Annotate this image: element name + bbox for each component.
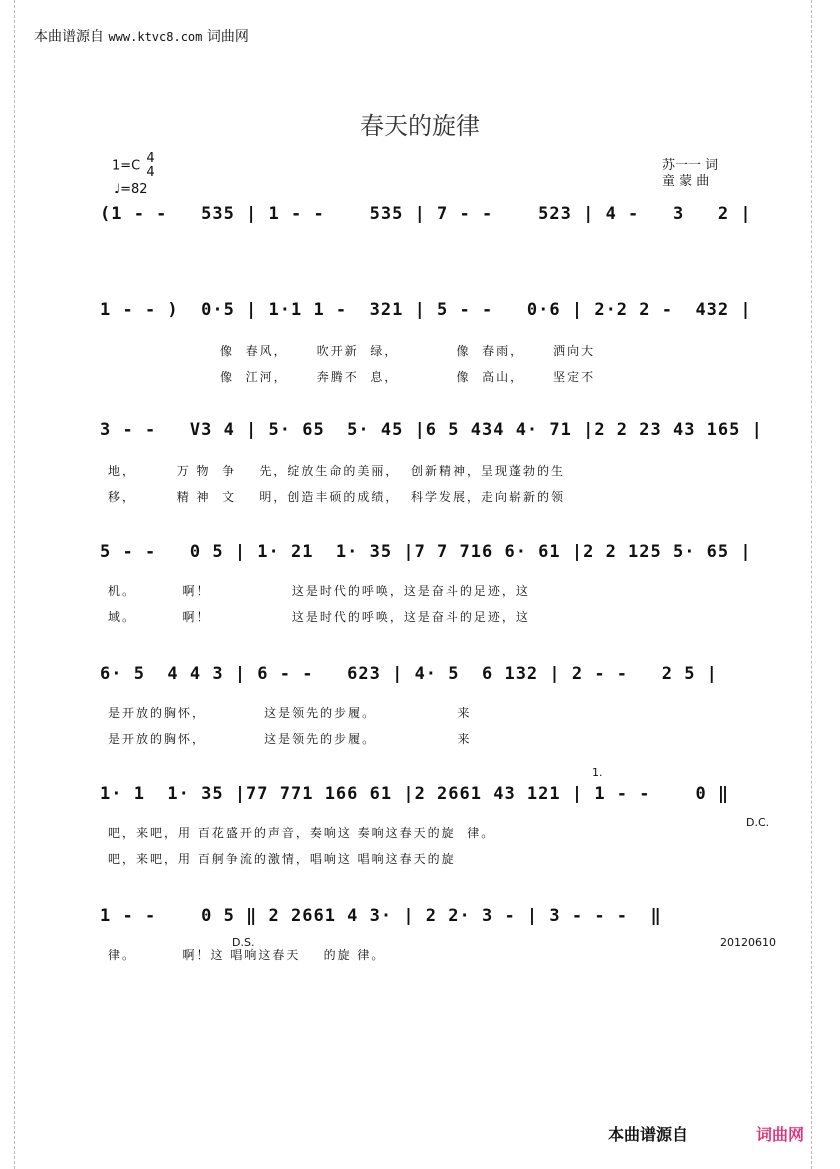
left-watermark-strip xyxy=(14,0,29,1169)
lyrics-verse1-row-3: 地， 万 物 争 先，绽放生命的美丽， 创新精神，呈现蓬勃的生 xyxy=(108,464,566,478)
lyrics-verse1-row-6: 吧，来吧，用 百花盛开的声音，奏响这 奏响这春天的旋 律。 xyxy=(108,826,496,840)
right-watermark-strip xyxy=(811,0,826,1169)
source-line xyxy=(34,26,249,46)
source-site: 词曲网 xyxy=(206,29,249,45)
ds-mark: D.S. xyxy=(232,936,255,949)
key-signature: 1=C 4 4 xyxy=(112,151,155,180)
lyrics-verse2-row-5: 是开放的胸怀， 这是领先的步履。 来 xyxy=(108,732,472,746)
staff-row-3 xyxy=(100,420,770,504)
lyrics-verse2-row-3: 移， 精 神 文 明，创造丰硕的成绩， 科学发展，走向崭新的领 xyxy=(108,490,566,504)
notes-row-7: 1 - - 0 5 ‖ 2 2661 4 3· | 2 2· 3 - | 3 - - - ‖ xyxy=(100,906,662,926)
dc-mark: D.C. xyxy=(746,816,770,829)
composer: 童 蒙 曲 xyxy=(662,174,710,189)
source-url[interactable]: www.ktvc8.com xyxy=(108,30,203,44)
staff-row-5 xyxy=(100,664,770,744)
lyrics-verse1-row-2: 像 春风， 吹开新 绿， 像 春雨， 洒向大 xyxy=(220,344,596,358)
footer-brand-logo[interactable]: 词曲网 xyxy=(756,1125,805,1144)
staff-row-2 xyxy=(100,300,770,384)
volta-ending-label: 1. xyxy=(592,766,603,779)
notes-row-6: 1· 1 1· 35 |77 771 166 61 |2 2661 43 121 | 1 - - 0 ‖ xyxy=(100,784,730,804)
source-label: 本曲谱源自 xyxy=(34,29,104,45)
lyrics-verse1-row-7: 律。 啊！这 唱响这春天 的旋 律。 xyxy=(108,948,386,962)
notes-row-3: 3 - - V3 4 | 5· 65 5· 45 |6 5 434 4· 71 |2 2 23 43 165 | xyxy=(100,420,763,440)
staff-row-6 xyxy=(100,784,770,864)
tempo-mark: ♩=82 xyxy=(114,182,148,197)
staff-row-7 xyxy=(100,906,770,986)
lyrics-verse2-row-2: 像 江河， 奔腾不 息， 像 高山， 坚定不 xyxy=(220,370,596,384)
notes-row-1: (1 - - 535 | 1 - - 535 | 7 - - 523 | 4 - 3 2 | xyxy=(100,204,752,224)
staff-row-1 xyxy=(100,204,770,284)
lyrics-verse2-row-4: 域。 啊！ 这是时代的呼唤，这是奋斗的足迹，这 xyxy=(108,610,530,624)
lyricist: 苏一一 词 xyxy=(662,158,719,173)
notes-row-4: 5 - - 0 5 | 1· 21 1· 35 |7 7 716 6· 61 |2 2 125 5· 65 | xyxy=(100,542,752,562)
song-title: 春天的旋律 xyxy=(360,112,480,140)
notes-row-5: 6· 5 4 4 3 | 6 - - 623 | 4· 5 6 132 | 2 - - 2 5 | xyxy=(100,664,718,684)
footer-source-label: 本曲谱源自 xyxy=(608,1125,689,1144)
lyrics-verse1-row-5: 是开放的胸怀， 这是领先的步履。 来 xyxy=(108,706,472,720)
time-signature: 4 4 xyxy=(146,151,155,180)
lyrics-verse2-row-6: 吧，来吧，用 百舸争流的激情，唱响这 唱响这春天的旋 xyxy=(108,852,456,866)
date-stamp: 20120610 xyxy=(720,936,776,949)
notes-row-2: 1 - - ) 0·5 | 1·1 1 - 321 | 5 - - 0·6 | 2·2 2 - 432 | xyxy=(100,300,752,320)
staff-row-4 xyxy=(100,542,770,622)
lyrics-verse1-row-4: 机。 啊！ 这是时代的呼唤，这是奋斗的足迹，这 xyxy=(108,584,530,598)
